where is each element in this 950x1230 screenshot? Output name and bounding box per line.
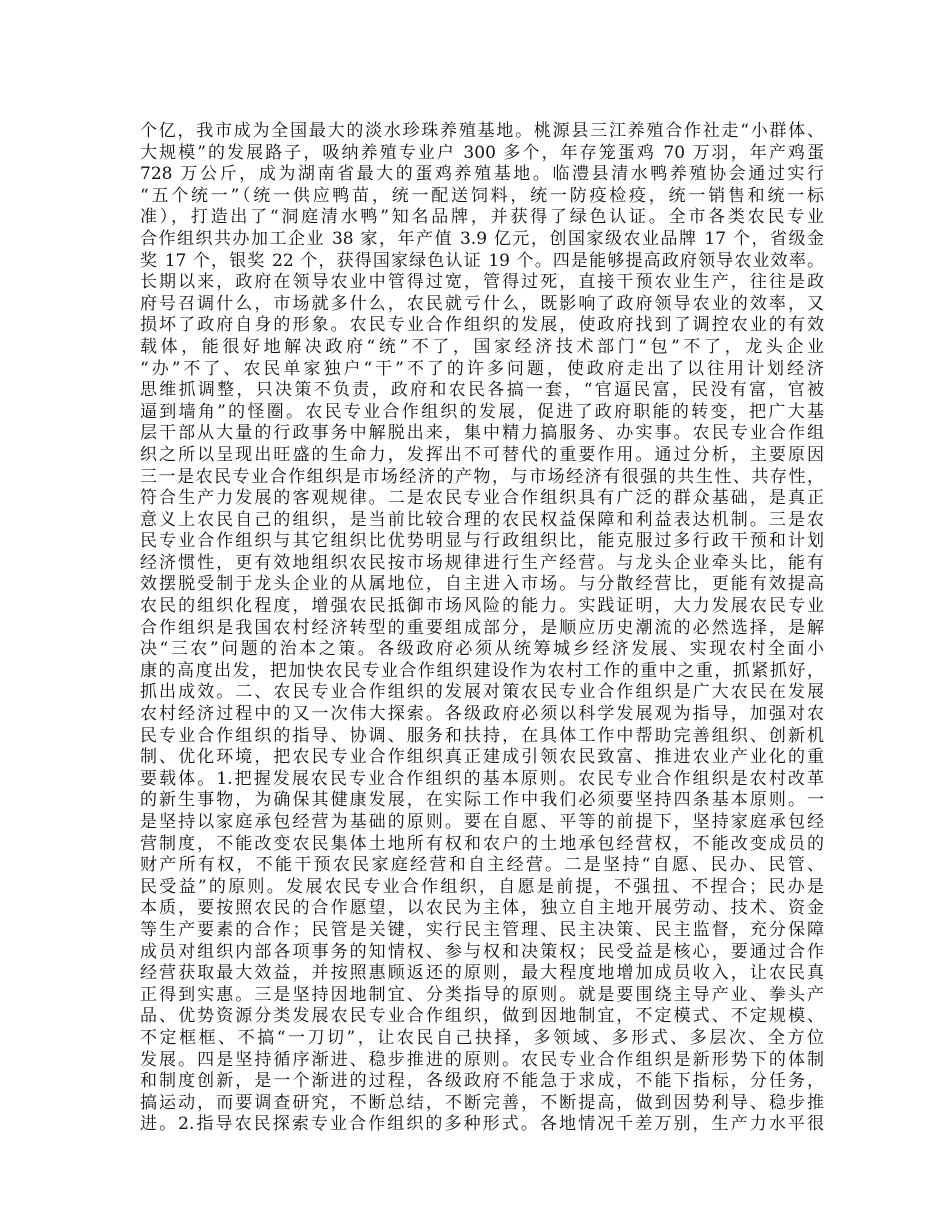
text-line: 损坏了政府自身的形象。农民专业合作组织的发展，使政府找到了调控农业的有效 [140,315,824,336]
text-line: 经营获取最大效益，并按照惠顾返还的原则，最大程度地增加成员收入，让农民真 [140,963,824,984]
text-line: 财产所有权，不能干预农民家庭经营和自主经营。二是坚持“自愿、民办、民管、 [140,855,824,876]
text-line: 康的高度出发，把加快农民专业合作组织建设作为农村工作的重中之重，抓紧抓好， [140,660,824,681]
text-line: 准），打造出了“洞庭清水鸭”知名品牌，并获得了绿色认证。全市各类农民专业 [140,207,824,228]
text-line: 民专业合作组织与其它组织比优势明显与行政组织比，能克服过多行政干预和计划 [140,531,824,552]
text-line: 和制度创新，是一个渐进的过程，各级政府不能急于求成，不能下指标，分任务， [140,1071,824,1092]
text-line: 大规模”的发展路子，吸纳养殖专业户 300 多个，年存笼蛋鸡 70 万羽，年产鸡蛋 [140,142,824,163]
text-line: 是坚持以家庭承包经营为基础的原则。要在自愿、平等的前提下，坚持家庭承包经 [140,812,824,832]
text-line: 奖 17 个，银奖 22 个，获得国家绿色认证 19 个。四是能够提高政府领导农业效率。 [140,250,824,271]
text-line: 农村经济过程中的又一次伟大探索。各级政府必须以科学发展观为指导，加强对农 [140,704,824,725]
text-line: 等生产要素的合作；民管是关键，实行民主管理、民主决策、民主监督，充分保障 [140,919,824,940]
text-line: 符合生产力发展的客观规律。二是农民专业合作组织具有广泛的群众基础，是真正 [140,488,824,509]
text-line: 制、优化环境，把农民专业合作组织真正建成引领农民致富、推进农业产业化的重 [140,747,824,768]
text-line: 载体，能很好地解决政府“统”不了，国家经济技术部门“包”不了，龙头企业 [140,336,824,357]
text-line: 民专业合作组织的指导、协调、服务和扶持，在具体工作中帮助完善组织、创新机 [140,725,824,746]
text-line: 三一是农民专业合作组织是市场经济的产物，与市场经济有很强的共生性、共存性， [140,466,824,487]
text-line: 意义上农民自己的组织，是当前比较合理的农民权益保障和利益表达机制。三是农 [140,509,824,530]
text-line: 品、优势资源分类发展农民专业合作组织，做到因地制宜，不定模式、不定规模、 [140,1006,824,1027]
text-line: 本质，要按照农民的合作愿望，以农民为主体，独立自主地开展劳动、技术、资金 [140,898,824,919]
text-line: 728 万公斤，成为湖南省最大的蛋鸡养殖基地。临澧县清水鸭养殖协会通过实行 [140,164,824,185]
text-line: 的新生事物，为确保其健康发展，在实际工作中我们必须要坚持四条基本原则。一 [140,790,824,811]
text-line: 个亿，我市成为全国最大的淡水珍珠养殖基地。桃源县三江养殖合作社走“小群体、 [140,121,824,141]
text-line: 经济惯性，更有效地组织农民按市场规律进行生产经营。与龙头企业牵头比，能有 [140,552,824,573]
text-line: 搞运动，而要调查研究，不断总结，不断完善，不断提高，做到因势利导、稳步推 [140,1092,824,1113]
text-line: “五个统一”（统一供应鸭苗，统一配送饲料，统一防疫检疫，统一销售和统一标 [140,185,824,206]
text-line: “办”不了、农民单家独户“干”不了的许多问题，使政府走出了以往用计划经济 [140,358,824,379]
text-line: 长期以来，政府在领导农业中管得过宽，管得过死，直接干预农业生产，往往是政 [140,272,824,293]
text-line: 思维抓调整，只决策不负责，政府和农民各搞一套，“官逼民富，民没有富，官被 [140,380,824,401]
text-line: 层干部从大量的行政事务中解脱出来，集中精力搞服务、办实事。农民专业合作组 [140,423,824,444]
text-line: 民受益”的原则。发展农民专业合作组织，自愿是前提，不强扭、不捏合；民办是 [140,876,824,897]
text-line: 正得到实惠。三是坚持因地制宜、分类指导的原则。就是要围绕主导产业、拳头产 [140,984,824,1005]
text-line: 要载体。1.把握发展农民专业合作组织的基本原则。农民专业合作组织是农村改革 [140,768,824,789]
text-line: 织之所以呈现出旺盛的生命力，发挥出不可替代的重要作用。通过分析，主要原因 [140,444,824,465]
text-line: 进。2.指导农民探索专业合作组织的多种形式。各地情况千差万别，生产力水平很 [140,1114,824,1135]
text-line: 不定框框、不搞“一刀切”，让农民自己抉择，多领域、多形式、多层次、全方位 [140,1027,824,1048]
text-line: 抓出成效。二、农民专业合作组织的发展对策农民专业合作组织是广大农民在发展 [140,682,824,703]
text-line: 决“三农”问题的治本之策。各级政府必须从统筹城乡经济发展、实现农村全面小 [140,639,824,660]
text-line: 发展。四是坚持循序渐进、稳步推进的原则。农民专业合作组织是新形势下的体制 [140,1049,824,1070]
text-line: 营制度，不能改变农民集体土地所有权和农户的土地承包经营权，不能改变成员的 [140,833,824,854]
body-text [140,121,824,1136]
text-line: 府号召调什么，市场就多什么，农民就亏什么，既影响了政府领导农业的效率，又 [140,293,824,314]
text-line: 农民的组织化程度，增强农民抵御市场风险的能力。实践证明，大力发展农民专业 [140,596,824,617]
text-line: 效摆脱受制于龙头企业的从属地位，自主进入市场。与分散经营比，更能有效提高 [140,574,824,595]
text-line: 合作组织是我国农村经济转型的重要组成部分，是顺应历史潮流的必然选择，是解 [140,617,824,638]
text-line: 成员对组织内部各项事务的知情权、参与权和决策权；民受益是核心，要通过合作 [140,941,824,962]
text-line: 逼到墙角”的怪圈。农民专业合作组织的发展，促进了政府职能的转变，把广大基 [140,401,824,422]
text-line: 合作组织共办加工企业 38 家，年产值 3.9 亿元，创国家级农业品牌 17 个，省级金 [140,228,824,249]
